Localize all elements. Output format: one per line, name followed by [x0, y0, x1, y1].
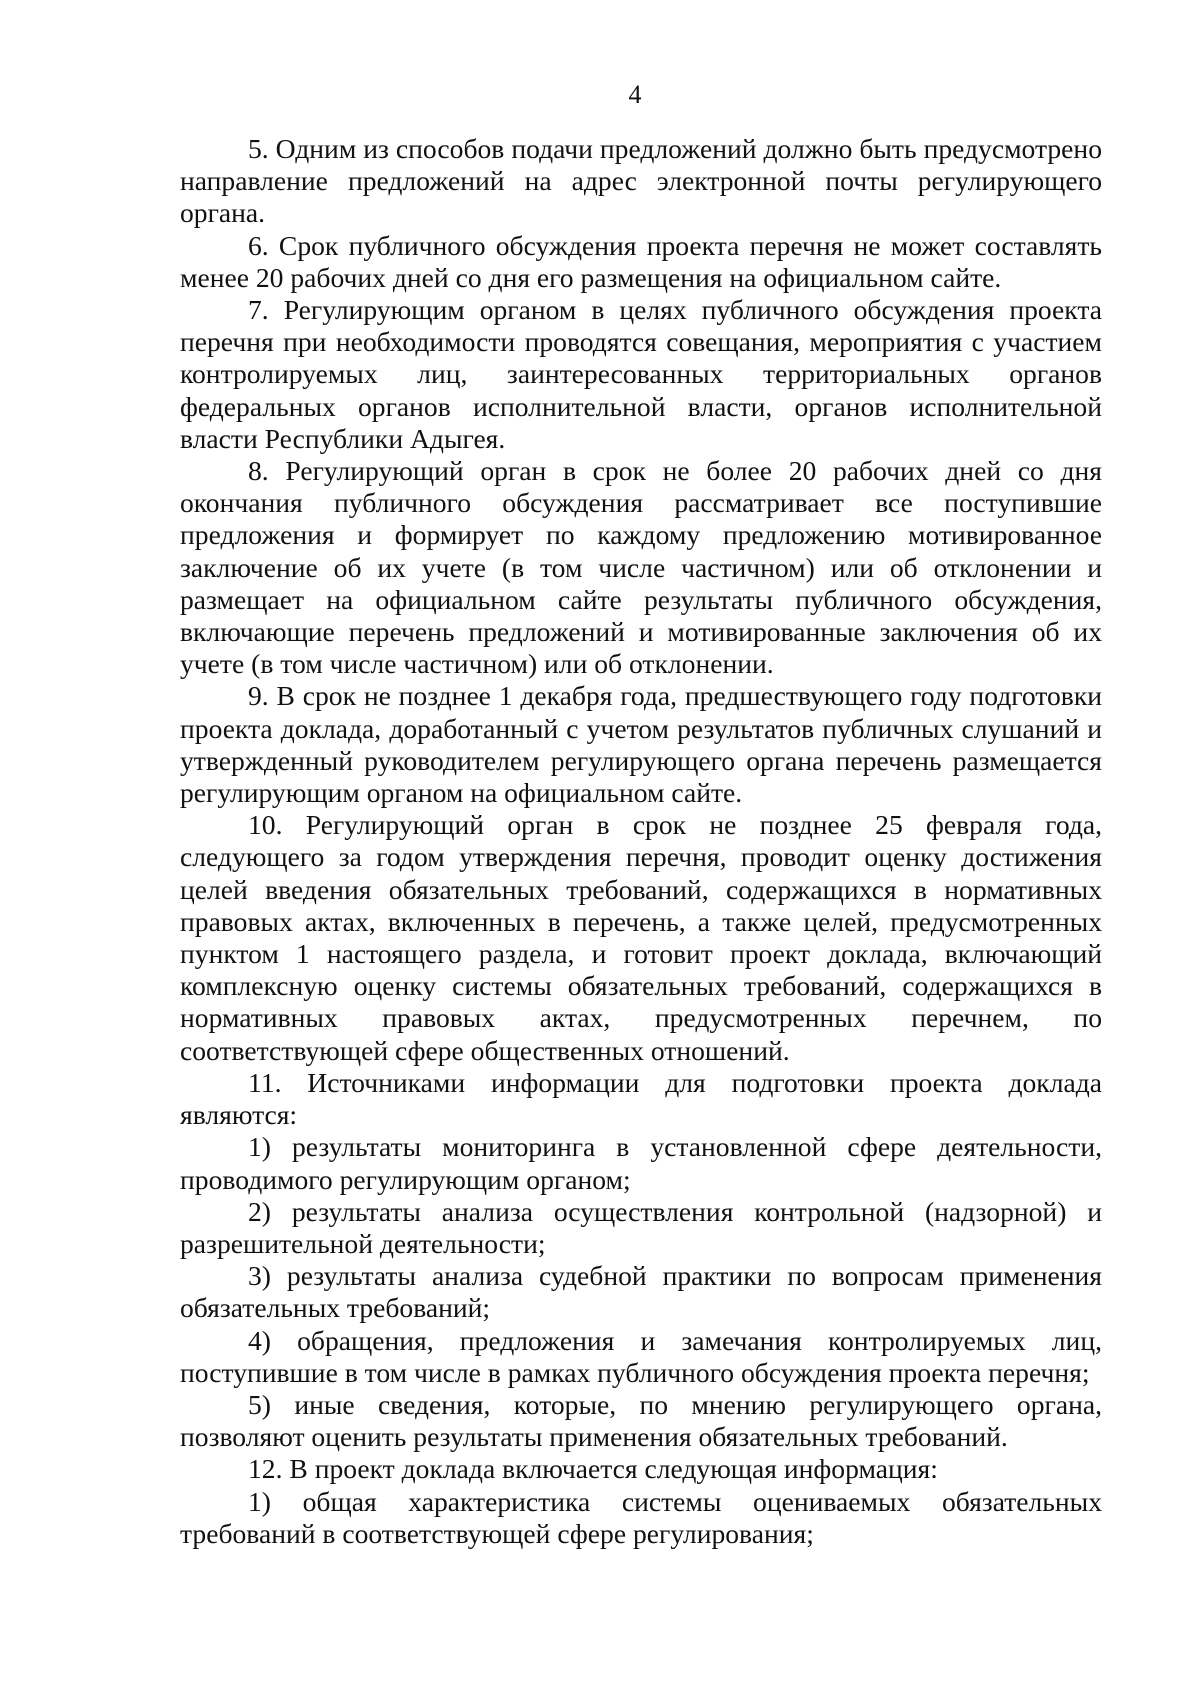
paragraph-5: 5. Одним из способов подачи предложений должно быть предусмотрено направление предложений на адрес электронной почты регулирующего органа. [180, 133, 1102, 229]
paragraph-12: 12. В проект доклада включается следующая информация: [248, 1453, 938, 1485]
list-item-11-2: 2) результаты анализа осуществления контрольной (надзорной) и разрешительной деятельности; [180, 1195, 1102, 1259]
paragraph-10: 10. Регулирующий орган в срок не позднее 25 февраля года, следующего за годом утверждения перечня, проводит оценку достижения целей введения обязательных требований, содержащихся в нормативных правовых актах, включенных в перечень, а также целей, предусмотренных пунктом 1 настоящего раздела, и готовит проект доклада, включающий комплексную оценку системы обязательных требований, содержащихся в нормативных правовых актах, предусмотренных перечнем, по соответствующей сфере общественных отношений. [180, 809, 1102, 1066]
paragraph-8: 8. Регулирующий орган в срок не более 20 рабочих дней со дня окончания публичного обсуждения рассматривает все поступившие предложения и формирует по каждому предложению мотивированное заключение об их учете (в том числе частичном) или об отклонении и размещает на официальном сайте результаты публичного обсуждения, включающие перечень предложений и мотивированные заключения об их учете (в том числе частичном) или об отклонении. [180, 455, 1102, 680]
paragraph-11: 11. Источниками информации для подготовки проекта доклада являются: [180, 1066, 1102, 1131]
list-item-11-5: 5) иные сведения, которые, по мнению регулирующего органа, позволяют оценить результаты применения обязательных требований. [180, 1388, 1102, 1453]
list-item-11-3: 3) результаты анализа судебной практики по вопросам применения обязательных требований; [180, 1260, 1102, 1324]
document-body [180, 133, 1102, 1550]
paragraph-7: 7. Регулирующим органом в целях публичного обсуждения проекта перечня при необходимости проводятся совещания, мероприятия с участием контролируемых лиц, заинтересованных территориальных органов федеральных органов исполнительной власти, органов исполнительной власти Республики Адыгея. [180, 294, 1102, 454]
list-item-11-4: 4) обращения, предложения и замечания контролируемых лиц, поступившие в том числе в рамках публичного обсуждения проекта перечня; [180, 1324, 1102, 1388]
list-item-12-1: 1) общая характеристика системы оцениваемых обязательных требований в соответствующей сфере регулирования; [180, 1485, 1102, 1549]
paragraph-6: 6. Срок публичного обсуждения проекта перечня не может составлять менее 20 рабочих дней со дня его размещения на официальном сайте. [180, 229, 1102, 293]
page-number: 4 [628, 80, 642, 109]
list-item-11-1: 1) результаты мониторинга в установленной сфере деятельности, проводимого регулирующим органом; [180, 1131, 1102, 1195]
paragraph-9: 9. В срок не позднее 1 декабря года, предшествующего году подготовки проекта доклада, доработанный с учетом результатов публичных слушаний и утвержденный руководителем регулирующего органа перечень размещается регулирующим органом на официальном сайте. [180, 680, 1102, 809]
